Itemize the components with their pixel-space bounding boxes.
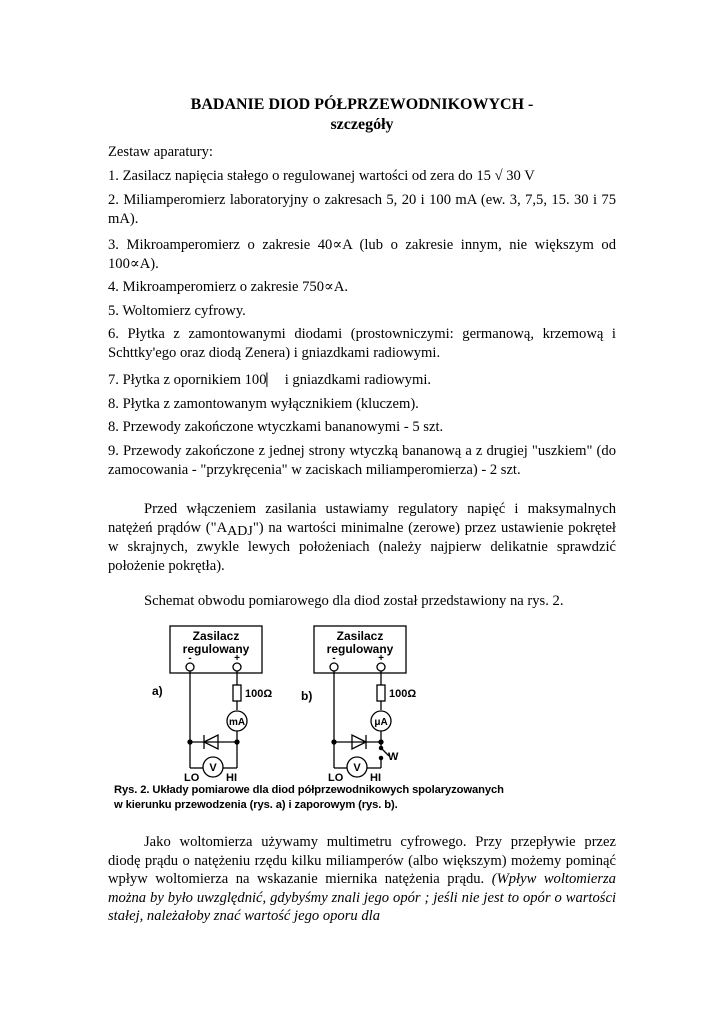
lo-label-b: LO — [328, 772, 344, 784]
terminal-minus-a — [186, 663, 194, 671]
terminal-plus-b — [377, 663, 385, 671]
supply-label-a-line1: Zasilacz — [192, 629, 240, 643]
voltmeter-paragraph — [108, 833, 616, 926]
voltmeter-note: Jako woltomierza używamy multimetru cyfrowego. Przy przepływie przez diodę prądu o natężeniu rzędu kilku miliamperów (albo większym) możemy pominąć wpływ woltomierza na wskazanie miernika natężenia prądu. — [108, 834, 616, 887]
caption-line-2: w kierunku przewodzenia (rys. a) i zaporowym (rys. b). — [114, 799, 398, 811]
equipment-item-5: 5. Woltomierz cyfrowy. — [108, 303, 246, 319]
label-a: a) — [152, 684, 163, 698]
resistor-label-a: 100Ω — [245, 688, 273, 700]
schematic-intro: Schemat obwodu pomiarowego dla diod został przedstawiony na rys. 2. — [144, 593, 564, 609]
lo-label-a: LO — [184, 772, 200, 784]
minus-sign-a: - — [188, 653, 192, 664]
supply-label-b-line2: regulowany — [326, 642, 394, 656]
equipment-item-6: 6. Płytka z zamontowanymi diodami (prostowniczymi: germanową, krzemową i Schttky'ego oraz diodą Zenera) i gniazdkami radiowymi. — [108, 326, 616, 361]
title-line-2: szczegóły — [330, 116, 394, 133]
instruction-text-start: Przed włączeniem zasilania ustawiamy regulatory napięć i maksymalnych natężeń prądów ("A — [108, 501, 616, 536]
equipment-item-3: 3. Mikroamperomierz o zakresie 40∝A (lub o zakresie innym, nie większym od 100∝A). — [108, 237, 616, 272]
hi-label-b: HI — [370, 772, 381, 784]
equipment-item-1: 1. Zasilacz napięcia stałego o regulowanej wartości od zera do 15 √ 30 V — [108, 168, 535, 184]
caption-line-1: Rys. 2. Układy pomiarowe dla diod półprzewodnikowych spolaryzowanych — [114, 784, 504, 796]
title-line-1: BADANIE DIOD PÓŁPRZEWODNIKOWYCH - — [190, 96, 534, 113]
plus-sign-a: + — [234, 653, 240, 664]
instruction-text-end: ") na wartości minimalne (zerowe) przez ustawienie pokręteł w skrajnych, zwykle lewych położeniach (należy najpierw delikatnie sprawdzić położenie pokrętła). — [108, 519, 616, 574]
voltmeter-label-a: V — [209, 762, 217, 774]
equipment-heading: Zestaw aparatury: — [108, 144, 213, 160]
resistor-a — [233, 685, 241, 701]
resistor-label-b: 100Ω — [389, 688, 417, 700]
equipment-item-2: 2. Miliamperomierz laboratoryjny o zakresach 5, 20 i 100 mA (ew. 3, 7,5, 15. 30 i 75 mA). — [108, 192, 616, 227]
hi-label-a: HI — [226, 772, 237, 784]
meter-label-b: μA — [374, 717, 388, 728]
meter-label-a: mA — [228, 717, 246, 728]
adj-subscript: ADJ — [227, 523, 253, 539]
resistor-b — [377, 685, 385, 701]
equipment-item-8b: 8. Przewody zakończone wtyczkami bananowymi - 5 szt. — [108, 419, 444, 435]
minus-sign-b: - — [332, 653, 336, 664]
terminal-minus-b — [330, 663, 338, 671]
equipment-item-9: 9. Przewody zakończone z jednej strony wtyczką bananową a z drugiej "uszkiem" (do zamocowania - "przykręcenia" w zaciskach miliamperomierza) - 2 szt. — [108, 443, 616, 478]
figure-caption — [114, 783, 614, 813]
switch-label: W — [388, 751, 399, 763]
voltmeter-label-b: V — [353, 762, 361, 774]
equipment-item-7: 7. Płytka z opornikiem 100⎸ i gniazdkami radiowymi. — [108, 372, 432, 388]
supply-label-b-line1: Zasilacz — [336, 629, 384, 643]
equipment-item-8: 8. Płytka z zamontowanym wyłącznikiem (kluczem). — [108, 396, 419, 412]
equipment-item-4: 4. Mikroamperomierz o zakresie 750∝A. — [108, 279, 349, 295]
label-b: b) — [301, 689, 313, 703]
supply-label-a-line2: regulowany — [182, 642, 250, 656]
plus-sign-b: + — [378, 653, 384, 664]
terminal-plus-a — [233, 663, 241, 671]
voltmeter-note-italic: (Wpływ woltomierza można by było uwzględnić, gdybyśmy znali jego opór ; jeśli nie jest to opór o wartości stałej, należałoby znać wartość jego oporu dla — [108, 871, 616, 924]
